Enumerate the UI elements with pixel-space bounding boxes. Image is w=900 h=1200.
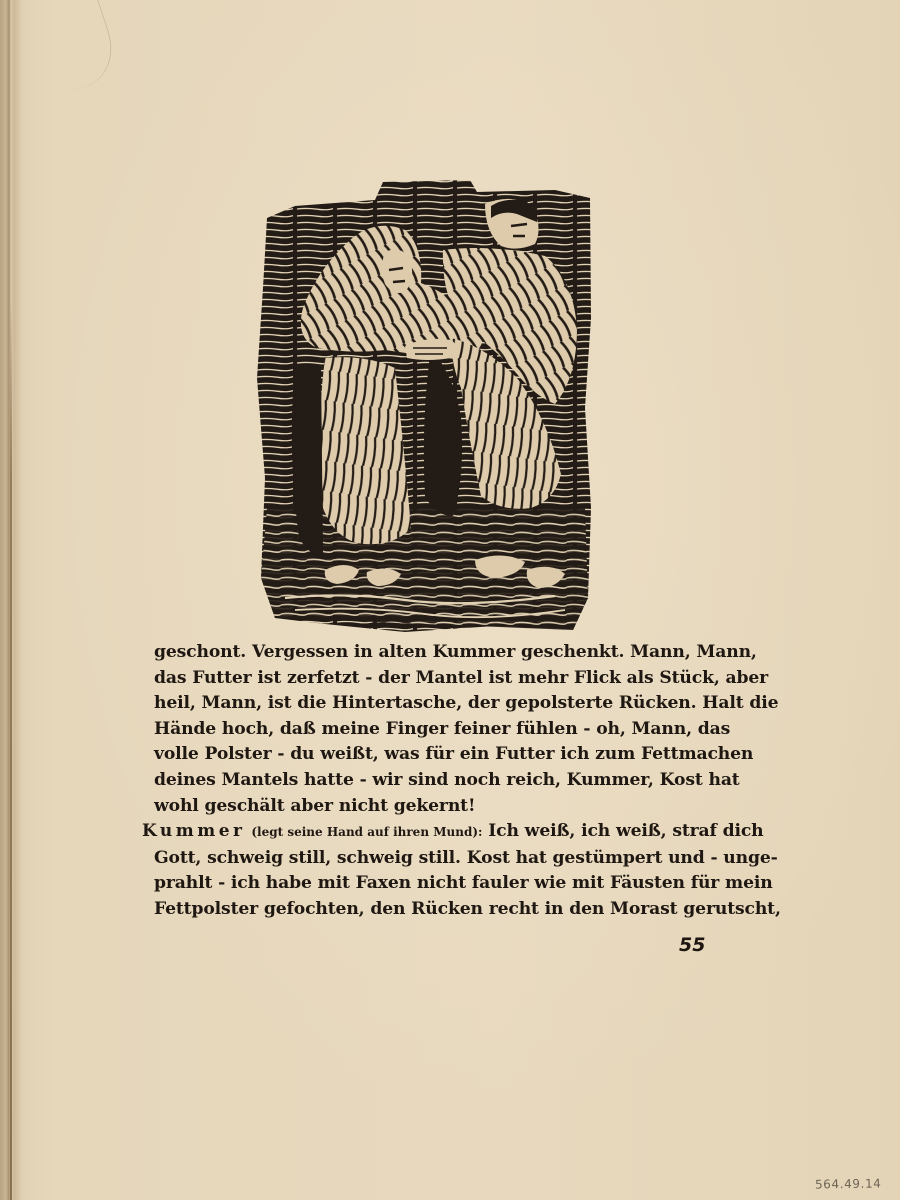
binding-shadow-line [10,300,12,1200]
text-line: Gott, schweig still, schweig still. Kost hat gestümpert und - unge- [154,847,778,868]
paper-crease [37,0,127,90]
text-line: wohl geschält aber nicht gekernt! [154,795,476,816]
woodcut-illustration [255,178,593,633]
text-line: geschont. Vergessen in alten Kummer geschenkt. Mann, Mann, [154,642,757,662]
paragraph-speech-1 [148,640,779,819]
text-line: das Futter ist zerfetzt - der Mantel ist mehr Flick als Stück, aber [154,667,769,688]
speaker-name: Kummer [142,821,246,842]
text-line: Hände hoch, daß meine Finger feiner fühlen - oh, Mann, das [154,718,731,739]
stage-direction: (legt seine Hand auf ihren Mund): [251,825,483,840]
accession-number: 564.49.14 [814,1176,882,1192]
text-line: Fettpolster gefochten, den Rücken recht in den Morast gerutscht, [154,898,781,919]
speaker-line [142,819,764,846]
speech-text: Ich weiß, ich weiß, straf dich [488,821,764,842]
text-line: heil, Mann, ist die Hintertasche, der gepolsterte Rücken. Halt die [154,693,779,714]
text-line: deines Mantels hatte - wir sind noch reich, Kummer, Kost hat [154,769,740,790]
page-number: 55 [679,934,706,956]
body-text [142,640,781,923]
text-line: prahlt - ich habe mit Faxen nicht fauler wie mit Fäusten für mein [154,873,773,894]
paragraph-speech-2 [142,819,781,922]
text-line: volle Polster - du weißt, was für ein Futter ich zum Fettmachen [154,744,754,765]
